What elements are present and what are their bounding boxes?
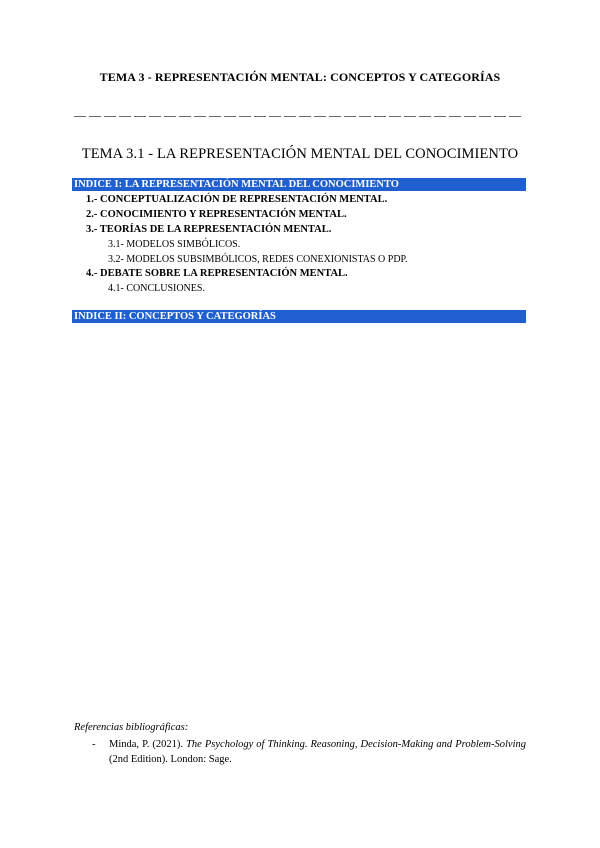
list-item: 3.- TEORÍAS DE LA REPRESENTACIÓN MENTAL. xyxy=(86,224,332,235)
reference-entry xyxy=(109,737,526,767)
reference-publisher: (2nd Edition). London: Sage. xyxy=(109,754,232,765)
list-item: 3.1- MODELOS SIMBÓLICOS. xyxy=(108,239,241,250)
list-item: 3.2- MODELOS SUBSIMBÓLICOS, REDES CONEXIONISTAS O PDP. xyxy=(108,254,408,265)
index-2-heading: INDICE II: CONCEPTOS Y CATEGORÍAS xyxy=(72,310,526,323)
reference-bullet: - xyxy=(92,739,96,750)
references-label: Referencias bibliográficas: xyxy=(74,722,189,733)
section-title: TEMA 3.1 - LA REPRESENTACIÓN MENTAL DEL CONOCIMIENTO xyxy=(81,146,519,162)
document-title: TEMA 3 - REPRESENTACIÓN MENTAL: CONCEPTOS Y CATEGORÍAS xyxy=(99,70,501,84)
list-item: 4.- DEBATE SOBRE LA REPRESENTACIÓN MENTAL. xyxy=(86,268,348,279)
index-1-heading: INDICE I: LA REPRESENTACIÓN MENTAL DEL CONOCIMIENTO xyxy=(72,178,526,191)
separator-line: — — — — — — — — — — — — — — — — — — — — — — — — — — — — — — xyxy=(74,108,521,122)
reference-book-title: The Psychology of Thinking. Reasoning, Decision-Making and Problem-Solving xyxy=(186,739,526,750)
list-item: 2.- CONOCIMIENTO Y REPRESENTACIÓN MENTAL. xyxy=(86,209,347,220)
list-item: 4.1- CONCLUSIONES. xyxy=(108,283,205,294)
reference-authors: Minda, P. (2021). xyxy=(109,739,187,750)
list-item: 1.- CONCEPTUALIZACIÓN DE REPRESENTACIÓN MENTAL. xyxy=(86,194,388,205)
